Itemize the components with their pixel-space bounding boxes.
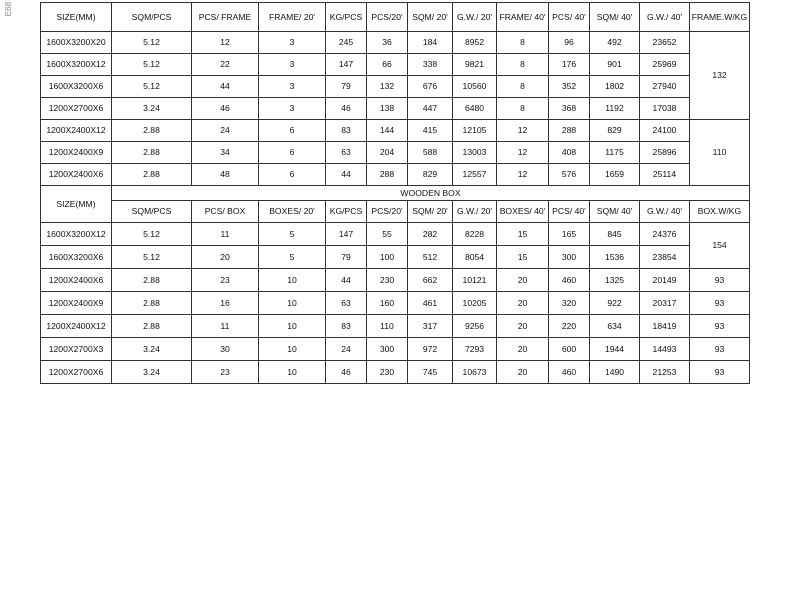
table-cell: 460 [549,361,590,384]
table-cell: 165 [549,223,590,246]
table-cell: 1600X3200X20 [41,32,112,54]
header-cell: PCS/ FRAME [192,3,259,32]
table-cell: 461 [408,292,453,315]
table-cell: 23 [192,361,259,384]
table-cell: 1200X2400X9 [41,142,112,164]
table-cell: 20317 [640,292,690,315]
table-cell: 2.88 [112,269,192,292]
section-title: WOODEN BOX [112,186,750,201]
table-cell: 3.24 [112,98,192,120]
table-cell: 10121 [453,269,497,292]
table-cell: 12 [497,142,549,164]
table-cell: 745 [408,361,453,384]
header-cell: SQM/PCS [112,3,192,32]
table-cell: 63 [326,292,367,315]
table-cell: 36 [367,32,408,54]
table-cell: 44 [326,269,367,292]
header-cell: G.W./ 40' [640,3,690,32]
table-cell: 300 [367,338,408,361]
header-cell: SQM/ 40' [590,201,640,223]
header-cell: PCS/ BOX [192,201,259,223]
table-cell: 3 [259,32,326,54]
table-row [41,361,750,384]
table-cell: 408 [549,142,590,164]
table-cell: 63 [326,142,367,164]
table-cell: 662 [408,269,453,292]
table-cell: 3 [259,98,326,120]
table-cell: 1802 [590,76,640,98]
frame-weight-cell: 132 [690,32,750,120]
table-cell: 21253 [640,361,690,384]
box-weight-cell: 93 [690,269,750,292]
table-row [41,76,750,98]
table-cell: 138 [367,98,408,120]
table-cell: 10 [259,292,326,315]
table-cell: 8 [497,32,549,54]
table-cell: 3 [259,76,326,98]
table-cell: 10205 [453,292,497,315]
table-cell: 1536 [590,246,640,269]
box-weight-cell: 93 [690,315,750,338]
table-cell: 48 [192,164,259,186]
table-cell: 11 [192,223,259,246]
table-cell: 492 [590,32,640,54]
table-cell: 3.24 [112,338,192,361]
table-cell: 6 [259,120,326,142]
table-cell: 10 [259,315,326,338]
table-cell: 24100 [640,120,690,142]
table-cell: 17038 [640,98,690,120]
table-cell: 12 [192,32,259,54]
table-cell: 447 [408,98,453,120]
table-cell: 8 [497,98,549,120]
table-cell: 1600X3200X12 [41,54,112,76]
table-cell: 8952 [453,32,497,54]
table-cell: 46 [326,98,367,120]
table-row [41,338,750,361]
table-cell: 10673 [453,361,497,384]
table-cell: 1200X2400X9 [41,292,112,315]
table-cell: 338 [408,54,453,76]
table-cell: 23 [192,269,259,292]
table-cell: 66 [367,54,408,76]
table-cell: 25969 [640,54,690,76]
header-cell: G.W./ 40' [640,201,690,223]
frame-weight-cell: 110 [690,120,750,186]
table-cell: 10560 [453,76,497,98]
table-cell: 24376 [640,223,690,246]
table-cell: 132 [367,76,408,98]
box-weight-cell: 93 [690,361,750,384]
table-cell: 282 [408,223,453,246]
table-row [41,32,750,54]
table-cell: 7293 [453,338,497,361]
table-row [41,164,750,186]
table-cell: 3.24 [112,361,192,384]
table-cell: 8228 [453,223,497,246]
table-cell: 15 [497,223,549,246]
table-cell: 922 [590,292,640,315]
table-cell: 55 [367,223,408,246]
table-cell: 20 [497,338,549,361]
table-cell: 184 [408,32,453,54]
table-cell: 18419 [640,315,690,338]
table-cell: 20149 [640,269,690,292]
table-cell: 147 [326,54,367,76]
table-cell: 845 [590,223,640,246]
table-cell: 160 [367,292,408,315]
table-row [41,246,750,269]
table-cell: 2.88 [112,142,192,164]
header-cell: FRAME/ 20' [259,3,326,32]
table-cell: 79 [326,246,367,269]
table-cell: 320 [549,292,590,315]
table-cell: 2.88 [112,315,192,338]
frame-header-row [41,3,750,32]
table-cell: 22 [192,54,259,76]
table-cell: 576 [549,164,590,186]
table-cell: 5.12 [112,54,192,76]
table-cell: 829 [408,164,453,186]
table-cell: 6480 [453,98,497,120]
table-cell: 5.12 [112,246,192,269]
table-cell: 1192 [590,98,640,120]
table-cell: 8054 [453,246,497,269]
table-cell: 5 [259,246,326,269]
table-cell: 16 [192,292,259,315]
table-cell: 12 [497,120,549,142]
table-cell: 1659 [590,164,640,186]
table-row [41,98,750,120]
table-cell: 79 [326,76,367,98]
table-cell: 368 [549,98,590,120]
table-row [41,269,750,292]
table-cell: 176 [549,54,590,76]
table-row [41,142,750,164]
table-cell: 2.88 [112,292,192,315]
table-cell: 20 [497,315,549,338]
table-cell: 10 [259,338,326,361]
table-cell: 512 [408,246,453,269]
table-cell: 44 [192,76,259,98]
table-cell: 230 [367,269,408,292]
table-cell: 1200X2400X6 [41,164,112,186]
table-cell: 3 [259,54,326,76]
table-cell: 1600X3200X6 [41,76,112,98]
table-cell: 13003 [453,142,497,164]
page-side-mark: E68 [4,2,13,17]
table-cell: 230 [367,361,408,384]
table-cell: 1325 [590,269,640,292]
table-row [41,292,750,315]
table-cell: 1200X2700X6 [41,98,112,120]
table-cell: 147 [326,223,367,246]
table-cell: 6 [259,142,326,164]
table-cell: 23652 [640,32,690,54]
table-cell: 27940 [640,76,690,98]
table-cell: 352 [549,76,590,98]
header-cell: G.W./ 20' [453,201,497,223]
table-row [41,120,750,142]
table-cell: 829 [590,120,640,142]
table-cell: 460 [549,269,590,292]
table-cell: 12 [497,164,549,186]
box-header-row [41,201,750,223]
table-cell: 46 [326,361,367,384]
table-cell: 1600X3200X6 [41,246,112,269]
table-cell: 9256 [453,315,497,338]
table-cell: 2.88 [112,120,192,142]
table-cell: 288 [549,120,590,142]
table-cell: 300 [549,246,590,269]
table-cell: 110 [367,315,408,338]
table-cell: 5.12 [112,76,192,98]
table-cell: 83 [326,120,367,142]
table-row [41,315,750,338]
table-row [41,54,750,76]
table-cell: 972 [408,338,453,361]
table-cell: 5.12 [112,223,192,246]
table-cell: 1175 [590,142,640,164]
table-cell: 11 [192,315,259,338]
table-cell: 96 [549,32,590,54]
table-cell: 1200X2400X12 [41,120,112,142]
table-cell: 1944 [590,338,640,361]
table-cell: 24 [326,338,367,361]
table-cell: 44 [326,164,367,186]
packing-spec-table [40,2,750,384]
header-cell: SQM/ 20' [408,201,453,223]
table-cell: 12557 [453,164,497,186]
table-cell: 317 [408,315,453,338]
table-cell: 5 [259,223,326,246]
header-cell: SQM/PCS [112,201,192,223]
table-cell: 20 [192,246,259,269]
table-cell: 1490 [590,361,640,384]
table-cell: 10 [259,361,326,384]
table-cell: 23854 [640,246,690,269]
table-cell: 25896 [640,142,690,164]
header-cell: PCS/ 40' [549,201,590,223]
header-cell: BOX.W/KG [690,201,750,223]
table-cell: 9821 [453,54,497,76]
table-cell: 1200X2400X6 [41,269,112,292]
header-cell: PCS/20' [367,3,408,32]
box-weight-cell: 93 [690,338,750,361]
header-cell: SQM/ 20' [408,3,453,32]
header-cell: SIZE(MM) [41,3,112,32]
box-title-row [41,186,750,201]
table-cell: 12105 [453,120,497,142]
header-cell: FRAME.W/KG [690,3,750,32]
table-cell: 5.12 [112,32,192,54]
header-cell: SQM/ 40' [590,3,640,32]
header-cell: PCS/ 40' [549,3,590,32]
table-cell: 6 [259,164,326,186]
table-cell: 20 [497,269,549,292]
header-cell: BOXES/ 20' [259,201,326,223]
table-cell: 144 [367,120,408,142]
table-cell: 2.88 [112,164,192,186]
table-cell: 20 [497,361,549,384]
table-cell: 46 [192,98,259,120]
table-cell: 20 [497,292,549,315]
table-cell: 676 [408,76,453,98]
table-cell: 100 [367,246,408,269]
table-cell: 1600X3200X12 [41,223,112,246]
table-cell: 25114 [640,164,690,186]
table-cell: 588 [408,142,453,164]
table-cell: 8 [497,54,549,76]
header-cell: KG/PCS [326,3,367,32]
table-cell: 1200X2700X6 [41,361,112,384]
table-cell: 1200X2700X3 [41,338,112,361]
header-cell: PCS/20' [367,201,408,223]
table-row [41,223,750,246]
table-cell: 204 [367,142,408,164]
table-cell: 288 [367,164,408,186]
header-cell: KG/PCS [326,201,367,223]
table-cell: 83 [326,315,367,338]
box-weight-cell: 93 [690,292,750,315]
table-cell: 15 [497,246,549,269]
table-cell: 10 [259,269,326,292]
table-cell: 220 [549,315,590,338]
header-cell: G.W./ 20' [453,3,497,32]
table-cell: 24 [192,120,259,142]
table-cell: 34 [192,142,259,164]
table-cell: 901 [590,54,640,76]
table-cell: 634 [590,315,640,338]
table-cell: 8 [497,76,549,98]
table-cell: 14493 [640,338,690,361]
header-cell: SIZE(MM) [41,186,112,223]
table-cell: 245 [326,32,367,54]
table-cell: 1200X2400X12 [41,315,112,338]
table-cell: 30 [192,338,259,361]
table-cell: 415 [408,120,453,142]
header-cell: FRAME/ 40' [497,3,549,32]
table-cell: 600 [549,338,590,361]
box-weight-cell: 154 [690,223,750,269]
header-cell: BOXES/ 40' [497,201,549,223]
